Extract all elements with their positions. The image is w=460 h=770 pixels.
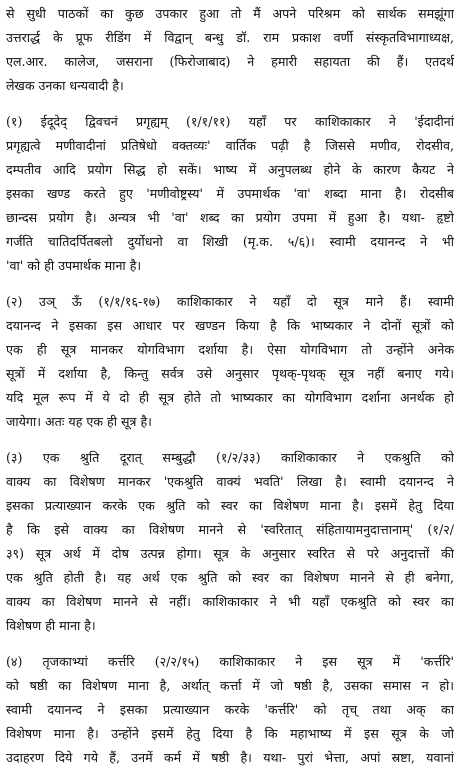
text-line: गर्जति चातिदर्पितबलो दुर्योधनो वा शिखी (मृ.क. ५/६)। स्वामी दयानन्द ने भी (6, 234, 454, 249)
text-line: एल.आर. कालेज, जसराना (फिरोजाबाद) ने हमारी सहायता की हैं। एतदर्थ (6, 54, 454, 69)
text-line: स्वामी दयानन्द ने इसका प्रत्याख्यान करके 'कर्त्तरि' को तृच् तथा अक् का (6, 702, 454, 717)
text-line: दम्पतीव आदि प्रयोग सिद्ध हो सकें। भाष्य में अनुपलब्ध होने के कारण कैयट ने (6, 162, 454, 177)
text-line: (२) उञ् ऊँ (१/१/१६-१७) काशिकाकार ने यहाँ दो सूत्र माने हैं। स्वामी (6, 294, 454, 309)
text-line: (४) तृजकाभ्यां कर्त्तरि (२/२/१५) काशिकाकार ने इस सूत्र में 'कर्त्तरि' (6, 654, 454, 669)
text-line: विशेषण ही माना है। (6, 618, 96, 633)
text-line: प्रगृह्यत्वे मणीवादीनां प्रतिषेधो वक्तव्यः' वार्तिक पढ़ी है जिससे मणीव, रोदसीव, (6, 138, 454, 153)
text-line: है कि इसे वाक्य का विशेषण मानने से 'स्वरितात् संहितायामनुदात्तानाम्' (१/२/ (6, 522, 454, 537)
text-line: यदि मूल रूप में ये दो ही सूत्र होते तो भाष्यकार का योगविभाग दर्शाना अनर्थक हो (6, 390, 454, 405)
text-line: को षष्ठी का विशेषण माना है, अर्थात् कर्त्ता में जो षष्ठी है, उसका समास न हो। (6, 678, 454, 693)
section-4-paragraph (6, 650, 454, 770)
text-line: (३) एक श्रुति दूरात् सम्बुद्धौ (१/२/३३) काशिकाकार ने एकश्रुति को (6, 450, 454, 465)
text-line: जायेगा। अतः यह एक ही सूत्र है। (6, 414, 152, 429)
text-line: लेखक उनका धन्यवादी है। (6, 78, 124, 93)
text-line: उत्तरार्द्ध के प्रूफ रीडिंग में विद्वान् बन्धु डॉ. राम प्रकाश वर्णी संस्कृतविभागाध्यक्ष, (6, 30, 454, 45)
text-line: विशेषण माना है। उन्होंने इसमें हेतु दिया है कि महाभाष्य में इस सूत्र के जो (6, 726, 454, 741)
section-3-paragraph (6, 446, 454, 638)
text-line: इसका प्रत्याख्यान करके एक श्रुति को स्वर का विशेषण माना है। इसमें हेतु दिया (6, 498, 454, 513)
text-line: सूत्रों में दर्शाया है, किन्तु सर्वत्र उसे अनुसार पृथक्-पृथक् सूत्र नहीं बनाए गये। (6, 366, 454, 381)
intro-paragraph (6, 2, 454, 98)
text-line: वाक्य का विशेषण मानकर 'एकश्रुति वाक्यं भवति' लिखा है। स्वामी दयानन्द ने (6, 474, 454, 489)
text-line: (१) ईदूदेद् द्विवचनं प्रगृह्यम् (१/१/११) यहाँ पर काशिकाकार ने 'ईदादीनां (6, 114, 454, 129)
text-line: छान्दस प्रयोग है। अन्यत्र भी 'वा' शब्द का प्रयोग उपमा में हुआ है। यथा- हृष्टो (6, 210, 454, 225)
text-line: वाक्य का विशेषण मानने से नहीं। काशिकाकार ने भी यहाँ एकश्रुति को स्वर का (6, 594, 454, 609)
text-line: ३९) सूत्र अर्थ में दोष उत्पन्न होगा। सूत्र के अनुसार स्वरित से परे अनुदात्तों की (6, 546, 454, 561)
text-line: उदाहरण दिये गये हैं, उनमें कर्म में षष्ठी है। यथा- पुरां भेत्ता, अपां स्रष्टा, यवानां (6, 750, 454, 765)
text-line: 'वा' को ही उपमार्थक माना है। (6, 258, 142, 273)
section-2-paragraph (6, 290, 454, 434)
section-1-paragraph (6, 110, 454, 278)
text-line: एक ही सूत्र मानकर योगविभाग दर्शाया है। ऐसा योगविभाग तो उन्होंने अनेक (6, 342, 454, 357)
text-line: से सुधी पाठकों का कुछ उपकार हुआ तो मैं अपने परिश्रम को सार्थक समझूंगा (6, 6, 454, 21)
text-line: इसका खण्ड करते हुए 'मणीवोष्ट्रस्य' में उपमार्थक 'वा' शब्दा माना है। रोदसीब (6, 186, 454, 201)
text-line: दयानन्द ने इसका इस आधार पर खण्डन किया है कि भाष्यकार ने दोनों सूत्रों को (6, 318, 454, 333)
text-line: एक श्रुति होती है। यह अर्थ एक श्रुति को स्वर का विशेषण मानने से ही बनेगा, (6, 570, 454, 585)
